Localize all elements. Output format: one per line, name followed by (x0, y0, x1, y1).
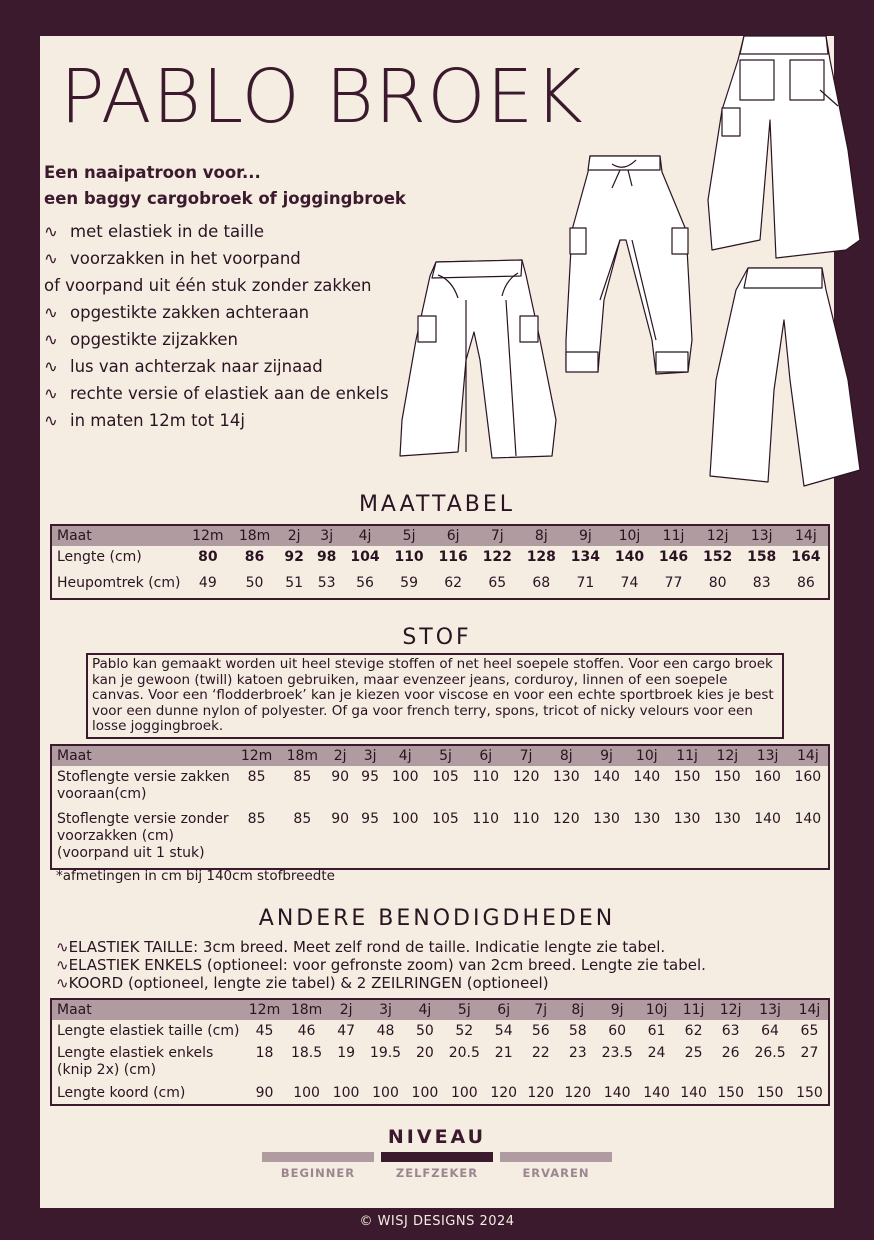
table-cell: 90 (331, 769, 350, 785)
table-cell: 110 (472, 811, 500, 827)
table-cell: 21 (494, 1045, 513, 1061)
size-header: 5j (439, 748, 452, 764)
wave-bullet-icon: ∿ (44, 357, 58, 376)
size-header: 8j (559, 748, 573, 764)
size-header: 3j (320, 528, 334, 544)
table-row (52, 1020, 828, 1042)
table-cell: 50 (415, 1023, 434, 1039)
niveau-bar (262, 1152, 374, 1162)
table-cell: 120 (564, 1085, 592, 1101)
table-cell: 56 (356, 575, 374, 591)
size-header: 12m (248, 1002, 281, 1018)
size-header: 7j (490, 528, 504, 544)
size-header: 13j (759, 1002, 781, 1018)
table-cell: 152 (703, 549, 733, 565)
stof-description: Pablo kan gemaakt worden uit heel stevige stoffen of net heel soepele stoffen. Voor een cargo broek kan je gewoon (twill) katoen gebruiken, maar evenzeer jeans, corduroy, linnen of een soepele canvas. Voor een ‘flodderbroek’ kan je kiezen voor viscose en voor een echte sportbroek kies je best voor een dunne nylon of polyester. Of ga voor french terry, spons, tricot of nicky velours voor een losse joggingbroek. (86, 653, 784, 739)
table-cell: 60 (608, 1023, 627, 1039)
size-header: 12m (240, 748, 273, 764)
feature-text: opgestikte zakken achteraan (70, 303, 310, 322)
table-cell: 71 (576, 575, 595, 591)
feature-text: in maten 12m tot 14j (70, 411, 245, 430)
table-cell: 150 (717, 1085, 744, 1101)
table-cell: 50 (245, 575, 264, 591)
table-cell: 23.5 (601, 1045, 633, 1061)
benodigdheden-text: KOORD (optioneel, lengte zie tabel) & 2 ZEILRINGEN (optioneel) (68, 974, 549, 992)
page-title: PABLO BROEK (60, 54, 584, 140)
benodigdheden-text: ELASTIEK ENKELS (optioneel: voor gefronste zoom) van 2cm breed. Lengte zie tabel. (68, 956, 706, 974)
header-label: Maat (57, 748, 92, 764)
table-cell: 140 (614, 549, 645, 565)
table-cell: 26.5 (754, 1045, 786, 1061)
size-header: 4j (398, 748, 412, 764)
size-header: 4j (418, 1002, 432, 1018)
table-cell: 48 (376, 1023, 395, 1039)
table-cell: 130 (633, 811, 661, 827)
table-cell: 65 (800, 1023, 819, 1039)
table-cell: 100 (372, 1085, 399, 1101)
table-row (52, 546, 828, 572)
table-cell: 63 (721, 1023, 740, 1039)
table-cell: 86 (796, 575, 815, 591)
table-cell: 100 (450, 1085, 478, 1101)
intro-line: een baggy cargobroek of joggingbroek (44, 189, 406, 208)
table-cell: 105 (432, 769, 459, 785)
feature-text: rechte versie of elastiek aan de enkels (70, 384, 389, 403)
table-cell: 61 (647, 1023, 666, 1039)
row-label-line: Stoflengte versie zonder (57, 811, 229, 827)
intro-line: Een naaipatroon voor... (44, 163, 261, 182)
table-cell: 51 (285, 575, 304, 591)
table-cell: 19 (337, 1045, 356, 1061)
header-label: Maat (57, 1002, 92, 1018)
size-header: 10j (645, 1002, 668, 1018)
table-row (52, 808, 828, 868)
table-cell: 52 (455, 1023, 474, 1039)
feature-text: lus van achterzak naar zijnaad (70, 357, 323, 376)
table-cell: 62 (444, 575, 463, 591)
size-header: 12j (706, 528, 729, 544)
stof-table (50, 744, 830, 870)
table-cell: 68 (532, 575, 551, 591)
pants-back-cargo-icon (708, 36, 860, 258)
feature-text: met elastiek in de taille (70, 222, 265, 241)
table-header-row (52, 526, 828, 546)
wave-bullet-icon: ∿ (44, 411, 58, 430)
row-label (52, 546, 184, 572)
table-cell: 116 (438, 549, 468, 565)
maattabel-heading: MAATTABEL (358, 492, 516, 517)
table-cell: 134 (570, 549, 600, 565)
table-cell: 120 (527, 1085, 555, 1101)
size-header: 14j (795, 528, 817, 544)
row-label (52, 1042, 243, 1082)
table-cell: 120 (490, 1085, 518, 1101)
table-cell: 45 (255, 1023, 274, 1039)
table-cell: 130 (552, 769, 580, 785)
table-cell: 140 (593, 769, 620, 785)
size-header: 2j (333, 748, 347, 764)
size-header: 11j (682, 1002, 705, 1018)
table-cell: 54 (494, 1023, 513, 1039)
wave-bullet-icon: ∿ (56, 974, 69, 992)
wave-bullet-icon: ∿ (56, 956, 69, 974)
size-header: 7j (519, 748, 533, 764)
wave-bullet-icon: ∿ (44, 384, 58, 403)
wave-bullet-icon: ∿ (44, 330, 58, 349)
table-cell: 95 (361, 811, 379, 827)
table-cell: 110 (512, 811, 540, 827)
benodigdheden-list (56, 938, 706, 992)
row-label (52, 1020, 243, 1042)
table-cell: 85 (247, 769, 266, 785)
table-cell: 100 (411, 1085, 439, 1101)
table-row (52, 572, 828, 598)
table-cell: 100 (391, 811, 419, 827)
niveau-label: BEGINNER (280, 1166, 356, 1180)
stof-note: *afmetingen in cm bij 140cm stofbreedte (56, 868, 335, 884)
wave-bullet-icon: ∿ (44, 222, 58, 241)
table-cell: 65 (488, 575, 507, 591)
table-cell: 22 (531, 1045, 550, 1061)
table-row (52, 1082, 828, 1104)
table-cell: 74 (620, 575, 639, 591)
table-cell: 46 (297, 1023, 316, 1039)
table-cell: 18.5 (290, 1045, 323, 1061)
niveau-bar (500, 1152, 612, 1162)
benodigdheden-heading: ANDERE BENODIGDHEDEN (258, 906, 616, 931)
size-header: 10j (618, 528, 641, 544)
size-header: 8j (534, 528, 548, 544)
table-cell: 140 (680, 1085, 707, 1101)
table-cell: 53 (317, 575, 336, 591)
table-cell: 128 (526, 549, 556, 565)
size-header: 6j (446, 528, 460, 544)
pants-illustrations (0, 0, 874, 500)
feature-text: of voorpand uit één stuk zonder zakken (44, 276, 372, 295)
table-cell: 85 (293, 811, 312, 827)
table-cell: 146 (658, 549, 689, 565)
table-cell: 120 (552, 811, 580, 827)
table-cell: 100 (332, 1085, 360, 1101)
row-label (52, 808, 234, 868)
benodigdheden-table (50, 998, 830, 1106)
size-header: 11j (662, 528, 685, 544)
table-cell: 130 (673, 811, 701, 827)
size-header: 5j (457, 1002, 471, 1018)
table-cell: 95 (361, 769, 379, 785)
niveau-label: ERVAREN (522, 1166, 590, 1180)
table-cell: 27 (800, 1045, 819, 1061)
niveau-label: ZELFZEKER (395, 1166, 479, 1180)
size-header: 5j (402, 528, 416, 544)
table-cell: 120 (512, 769, 540, 785)
table-cell: 130 (593, 811, 620, 827)
size-header: 13j (756, 748, 779, 764)
table-cell: 150 (796, 1085, 823, 1101)
table-cell: 23 (568, 1045, 587, 1061)
table-cell: 130 (713, 811, 741, 827)
table-cell: 150 (756, 1085, 784, 1101)
size-header: 18m (286, 748, 319, 764)
table-cell: 164 (791, 549, 821, 565)
table-cell: 140 (603, 1085, 631, 1101)
size-header: 12m (192, 528, 224, 544)
size-header: 10j (635, 748, 658, 764)
table-cell: 160 (754, 769, 781, 785)
size-header: 2j (287, 528, 301, 544)
table-cell: 58 (568, 1023, 587, 1039)
header-label: Maat (57, 528, 92, 544)
niveau-bar (381, 1152, 493, 1162)
stof-heading: STOF (402, 625, 472, 650)
row-label-line: (knip 2x) (cm) (57, 1062, 157, 1078)
table-cell: 100 (391, 769, 419, 785)
table-cell: 26 (721, 1045, 740, 1061)
wave-bullet-icon: ∿ (56, 938, 69, 956)
table-cell: 110 (472, 769, 500, 785)
row-label-line: vooraan(cm) (57, 786, 147, 802)
row-label (52, 572, 184, 598)
row-label-line: Heupomtrek (cm) (57, 575, 181, 591)
benodigdheden-text: ELASTIEK TAILLE: 3cm breed. Meet zelf rond de taille. Indicatie lengte zie tabel. (68, 938, 666, 956)
size-header: 6j (497, 1002, 511, 1018)
wave-bullet-icon: ∿ (44, 249, 58, 268)
pants-plain-wide-icon (710, 268, 860, 486)
niveau-heading: NIVEAU (387, 1126, 487, 1148)
table-cell: 150 (713, 769, 741, 785)
size-header: 12j (716, 748, 739, 764)
row-label (52, 766, 234, 808)
table-cell: 90 (331, 811, 350, 827)
table-cell: 24 (647, 1045, 666, 1061)
size-header: 18m (290, 1002, 323, 1018)
row-label-line: Lengte (cm) (57, 549, 142, 565)
table-cell: 90 (255, 1085, 274, 1101)
size-header: 9j (610, 1002, 624, 1018)
table-cell: 25 (684, 1045, 703, 1061)
row-label-line: (voorpand uit 1 stuk) (57, 845, 205, 861)
size-header: 18m (238, 528, 271, 544)
table-cell: 80 (708, 575, 727, 591)
table-cell: 100 (293, 1085, 320, 1101)
row-label-line: Lengte elastiek taille (cm) (57, 1023, 240, 1039)
size-header: 13j (750, 528, 773, 544)
table-cell: 49 (198, 575, 217, 591)
table-cell: 47 (337, 1023, 356, 1039)
table-cell: 140 (633, 769, 661, 785)
table-cell: 80 (198, 549, 218, 565)
table-cell: 110 (394, 549, 424, 565)
table-cell: 105 (432, 811, 459, 827)
table-cell: 98 (316, 549, 337, 565)
row-label (52, 1082, 243, 1104)
table-cell: 85 (293, 769, 312, 785)
wave-bullet-icon: ∿ (44, 303, 58, 322)
size-header: 7j (534, 1002, 548, 1018)
size-header: 9j (600, 748, 613, 764)
table-cell: 62 (684, 1023, 703, 1039)
feature-text: opgestikte zijzakken (70, 330, 238, 349)
table-cell: 140 (754, 811, 781, 827)
benodigdheden-item (56, 974, 706, 992)
table-cell: 83 (752, 575, 771, 591)
benodigdheden-item (56, 938, 706, 956)
size-header: 3j (363, 748, 377, 764)
size-header: 14j (798, 1002, 821, 1018)
row-label-line: voorzakken (cm) (57, 828, 175, 844)
size-header: 9j (578, 528, 592, 544)
row-label-line: Lengte koord (cm) (57, 1085, 186, 1101)
table-header-row (52, 746, 828, 766)
table-cell: 77 (664, 575, 683, 591)
table-cell: 85 (247, 811, 266, 827)
table-row (52, 766, 828, 808)
table-cell: 92 (284, 549, 304, 565)
pants-jogger-icon (566, 156, 692, 374)
size-header: 11j (676, 748, 698, 764)
table-cell: 20 (415, 1045, 434, 1061)
table-header-row (52, 1000, 828, 1020)
size-header: 3j (379, 1002, 392, 1018)
size-header: 14j (797, 748, 819, 764)
table-cell: 122 (482, 549, 512, 565)
row-label-line: Stoflengte versie zakken (57, 769, 230, 785)
table-cell: 160 (794, 769, 822, 785)
benodigdheden-item (56, 956, 706, 974)
footer-copyright: © WISJ DESIGNS 2024 (359, 1214, 515, 1229)
table-cell: 59 (400, 575, 418, 591)
table-cell: 86 (244, 549, 265, 565)
table-cell: 140 (643, 1085, 670, 1101)
maattabel-table (50, 524, 830, 600)
table-cell: 150 (673, 769, 701, 785)
table-cell: 56 (531, 1023, 550, 1039)
pants-front-wide-icon (400, 260, 556, 458)
table-cell: 18 (255, 1045, 274, 1061)
size-header: 6j (479, 748, 493, 764)
size-header: 2j (339, 1002, 353, 1018)
table-cell: 158 (747, 549, 777, 565)
size-header: 4j (358, 528, 372, 544)
table-cell: 20.5 (448, 1045, 480, 1061)
feature-text: voorzakken in het voorpand (70, 249, 301, 268)
row-label-line: Lengte elastiek enkels (57, 1045, 214, 1061)
table-cell: 104 (350, 549, 380, 565)
table-row (52, 1042, 828, 1082)
table-cell: 19.5 (369, 1045, 402, 1061)
size-header: 8j (571, 1002, 585, 1018)
table-cell: 140 (794, 811, 822, 827)
table-cell: 64 (761, 1023, 779, 1039)
size-header: 12j (719, 1002, 742, 1018)
